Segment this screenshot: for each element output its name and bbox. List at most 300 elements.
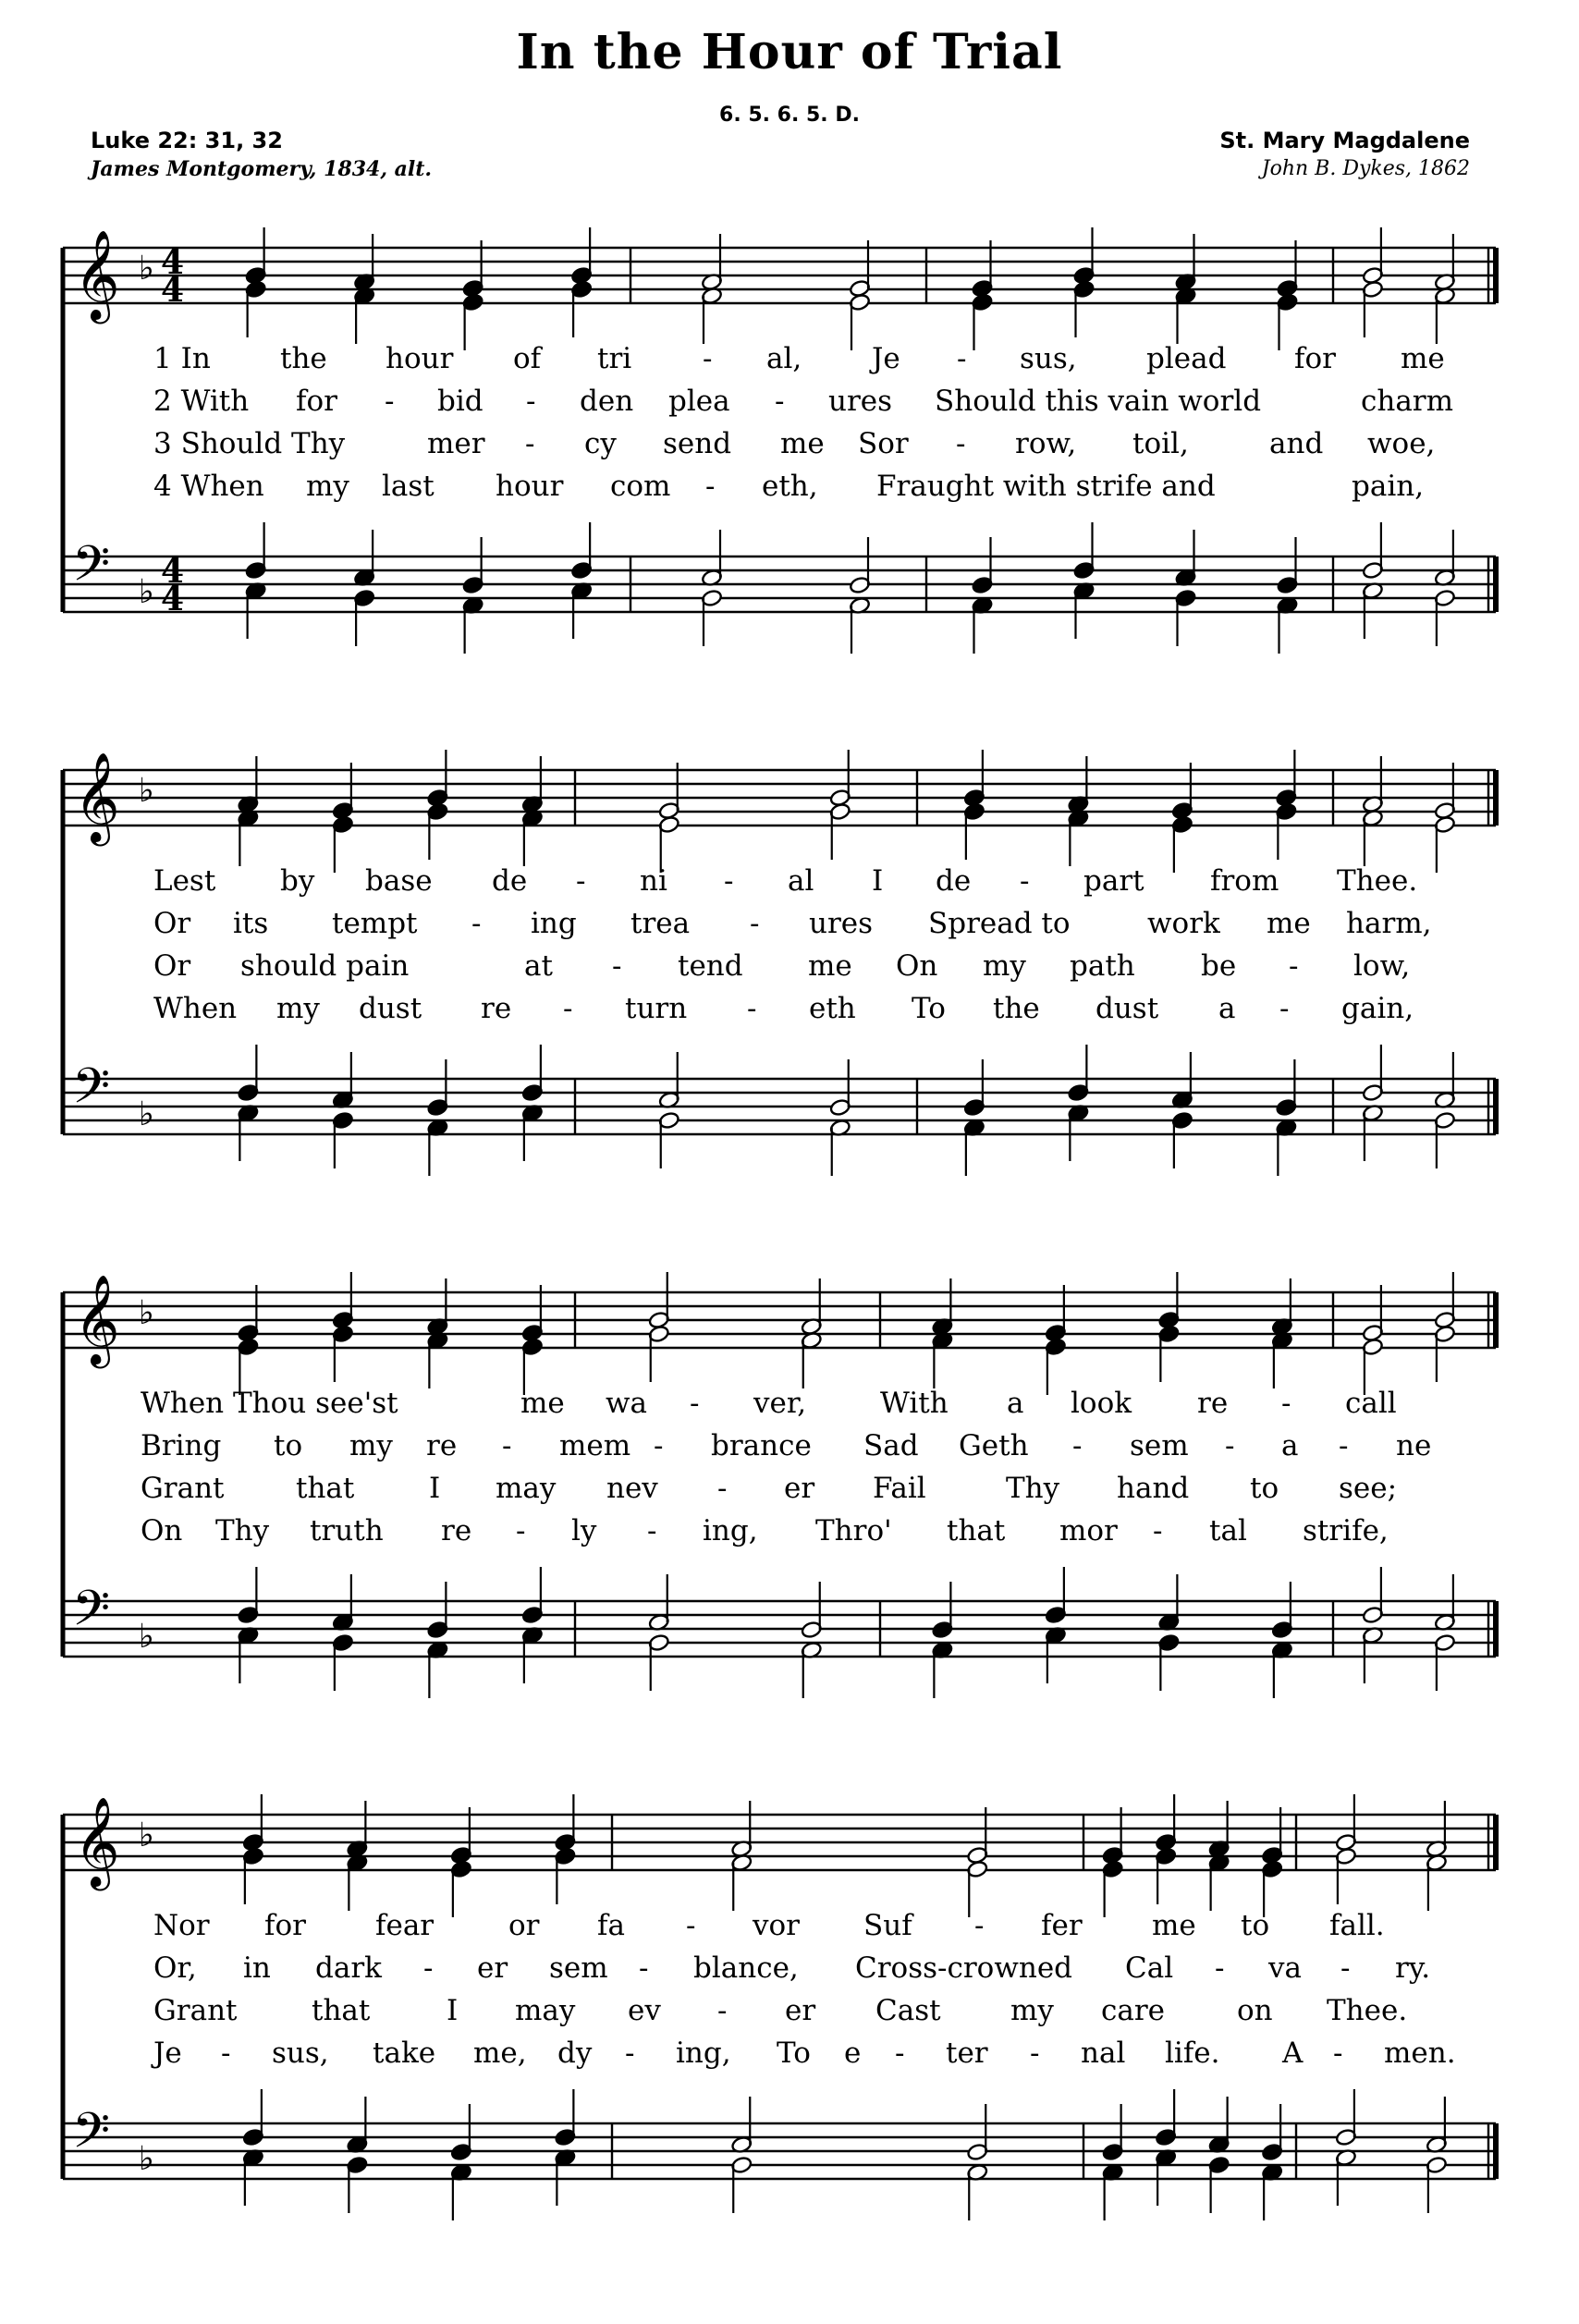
treble-note <box>932 1331 954 1388</box>
bass-note <box>1276 1059 1298 1117</box>
lyric-syllable: - <box>690 1387 700 1420</box>
bass-note <box>1175 530 1197 587</box>
lyric-syllable: Or <box>153 907 191 940</box>
treble-note <box>1434 763 1456 820</box>
lyric-syllable: - <box>705 470 716 503</box>
treble-note <box>555 1847 577 1904</box>
treble-note <box>963 802 985 860</box>
lyric-syllable: dust <box>1096 992 1159 1025</box>
bass-note <box>427 1641 449 1698</box>
bass-clef-icon: 𝄢 <box>72 2103 111 2171</box>
lyric-syllable: 4 When <box>153 470 264 503</box>
treble-note <box>1277 240 1299 298</box>
lyric-syllable: - <box>654 1429 664 1462</box>
treble-note <box>245 280 267 337</box>
verse-line-4 <box>141 1512 1546 1549</box>
bass-note <box>1271 1582 1293 1639</box>
bass-note <box>849 596 871 654</box>
lyric-syllable: Thee. <box>1337 864 1418 898</box>
lyric-syllable: - <box>1279 992 1290 1025</box>
lyric-syllable: Suf <box>863 1909 912 1942</box>
lyric-syllable: - <box>703 342 713 375</box>
bass-note <box>829 1119 851 1176</box>
bass-note <box>648 1633 670 1691</box>
bass-note <box>1362 1626 1384 1683</box>
lyric-syllable: - <box>1225 1429 1235 1462</box>
treble-note <box>1362 227 1384 285</box>
verse-line-2 <box>153 1950 1559 1987</box>
lyric-syllable: may <box>496 1472 557 1505</box>
lyric-syllable: to <box>1250 1472 1279 1505</box>
lyric-syllable: plead <box>1146 342 1227 375</box>
lyric-syllable: row, <box>1015 427 1077 460</box>
bass-note <box>1261 2104 1283 2161</box>
lyric-syllable: trea <box>630 907 691 940</box>
bass-note <box>1171 1052 1193 1109</box>
lyric-syllable: low, <box>1353 949 1411 983</box>
treble-note <box>1171 763 1193 820</box>
bass-note <box>238 1626 260 1683</box>
treble-note <box>1068 809 1090 866</box>
bass-note <box>427 1582 449 1639</box>
lyric-syllable: blance, <box>693 1951 799 1985</box>
lyric-syllable: mem <box>559 1429 631 1462</box>
lyric-syllable: to <box>1241 1909 1270 1942</box>
lyric-syllable: a <box>1218 992 1236 1025</box>
lyric-syllable: 2 With <box>153 385 250 418</box>
lyric-syllable: - <box>1281 1387 1291 1420</box>
lyric-syllable: ures <box>828 385 893 418</box>
bass-note <box>963 1059 985 1117</box>
lyric-syllable: harm, <box>1346 907 1432 940</box>
lyric-syllable: me, <box>473 2037 527 2070</box>
lyric-syllable: for <box>296 385 337 418</box>
bass-note <box>332 1052 354 1109</box>
bass-note <box>963 1119 985 1176</box>
bass-note <box>462 596 484 654</box>
verse-line-4 <box>153 468 1559 505</box>
bass-note <box>238 1567 260 1624</box>
treble-note <box>801 1331 823 1388</box>
lyric-syllable: ures <box>809 907 874 940</box>
hymn-title: In the Hour of Trial <box>516 24 1063 80</box>
meter-label: 6. 5. 6. 5. D. <box>719 104 860 127</box>
bass-time-signature-top: 4 <box>161 552 185 591</box>
flat-key-signature-icon: ♭ <box>139 2140 154 2178</box>
lyric-syllable: ing, <box>703 1514 758 1547</box>
treble-note <box>1155 1847 1177 1904</box>
lyric-syllable: by <box>280 864 315 898</box>
bass-clef-icon: 𝄢 <box>72 1581 111 1649</box>
treble-note <box>966 1807 988 1865</box>
lyric-syllable: that <box>296 1472 355 1505</box>
bass-note <box>1426 2097 1448 2154</box>
bass-note <box>332 1633 354 1691</box>
lyric-syllable: the <box>993 992 1040 1025</box>
bass-note <box>1434 1111 1456 1168</box>
lyric-syllable: cy <box>584 427 617 460</box>
bass-note <box>521 1104 544 1161</box>
bass-note <box>353 589 375 646</box>
lyric-syllable: re <box>441 1514 472 1547</box>
bass-note <box>555 2089 577 2147</box>
lyric-syllable: ing <box>531 907 577 940</box>
bass-note <box>521 1567 544 1624</box>
lyric-syllable: path <box>1070 949 1135 983</box>
lyric-syllable: turn <box>625 992 688 1025</box>
lyric-syllable: - <box>775 385 785 418</box>
bass-note <box>450 2104 472 2161</box>
lyric-syllable: hand <box>1117 1472 1190 1505</box>
treble-clef-icon: 𝄞 <box>74 752 120 842</box>
bass-note <box>972 596 994 654</box>
lyric-syllable: On <box>896 949 938 983</box>
lyric-syllable: er <box>477 1951 508 1985</box>
lyric-syllable: When Thou see'st <box>141 1387 398 1420</box>
bass-note <box>1045 1567 1067 1624</box>
lyric-syllable: care <box>1101 1994 1166 2027</box>
treble-note <box>1434 1325 1456 1382</box>
treble-note <box>570 280 593 337</box>
bass-note <box>555 2148 577 2206</box>
lyric-syllable: - <box>612 949 622 983</box>
lyric-syllable: send <box>663 427 732 460</box>
treble-clef-icon: 𝄞 <box>74 1274 120 1364</box>
bass-note <box>427 1059 449 1117</box>
lyric-syllable: sem <box>549 1951 608 1985</box>
lyric-syllable: ing, <box>676 2037 731 2070</box>
lyric-syllable: Grant <box>141 1472 225 1505</box>
treble-note <box>332 1272 354 1329</box>
bass-note <box>450 2163 472 2220</box>
lyric-syllable: de <box>936 864 972 898</box>
lyric-syllable: fall. <box>1329 1909 1385 1942</box>
treble-note <box>1276 802 1298 860</box>
lyric-syllable: fer <box>1041 1909 1083 1942</box>
treble-note <box>1362 280 1384 337</box>
lyric-syllable: - <box>717 1994 728 2027</box>
lyric-syllable: ver, <box>753 1387 807 1420</box>
lyric-syllable: Je <box>872 342 900 375</box>
treble-note <box>332 763 354 820</box>
bass-note <box>1155 2089 1177 2147</box>
lyric-syllable: my <box>276 992 320 1025</box>
lyric-syllable: den <box>580 385 634 418</box>
lyric-syllable: my <box>983 949 1026 983</box>
lyric-syllable: - <box>423 1951 434 1985</box>
treble-note <box>648 1325 670 1382</box>
bass-note <box>1158 1574 1181 1632</box>
bass-note <box>1102 2104 1124 2161</box>
bass-note <box>521 1045 544 1102</box>
treble-note <box>1335 1847 1357 1904</box>
lyric-syllable: Fail <box>873 1472 926 1505</box>
lyric-syllable: - <box>516 1514 526 1547</box>
treble-note <box>332 1325 354 1382</box>
lyric-syllable: - <box>525 427 535 460</box>
bass-note <box>353 530 375 587</box>
lyric-syllable: gain, <box>1341 992 1414 1025</box>
lyric-syllable: to <box>274 1429 303 1462</box>
lyric-syllable: charm <box>1361 385 1454 418</box>
bass-note <box>701 589 723 646</box>
bass-note <box>238 1045 260 1102</box>
treble-note <box>555 1794 577 1852</box>
lyric-syllable: re <box>1197 1387 1229 1420</box>
bass-note <box>242 2089 264 2147</box>
flat-key-signature-icon: ♭ <box>139 1294 154 1332</box>
lyric-syllable: I <box>429 1472 441 1505</box>
lyric-syllable: Cal <box>1125 1951 1174 1985</box>
bass-note <box>1102 2163 1124 2220</box>
lyric-syllable: part <box>1083 864 1144 898</box>
music-system-2 <box>57 744 1499 1225</box>
lyric-syllable: my <box>1010 1994 1054 2027</box>
bass-note <box>1434 530 1456 587</box>
composer: John B. Dykes, 1862 <box>1261 157 1470 180</box>
lyric-syllable: - <box>1339 1429 1349 1462</box>
lyric-syllable: Geth <box>959 1429 1029 1462</box>
lyric-syllable: Or <box>153 949 191 983</box>
lyric-syllable: strife, <box>1303 1514 1389 1547</box>
lyric-syllable: tal <box>1209 1514 1247 1547</box>
verse-line-1 <box>153 1907 1559 1944</box>
lyric-syllable: fa <box>597 1909 625 1942</box>
bass-note <box>1335 2089 1357 2147</box>
lyric-syllable: 1 In <box>153 342 211 375</box>
lyric-syllable: Should this vain world <box>935 385 1262 418</box>
lyric-syllable: er <box>785 1994 816 2027</box>
flat-key-signature-icon: ♭ <box>139 1618 154 1656</box>
treble-note <box>963 750 985 807</box>
treble-note <box>1045 1285 1067 1342</box>
bass-note <box>242 2148 264 2206</box>
bass-note <box>1155 2148 1177 2206</box>
bass-note <box>245 522 267 580</box>
treble-note <box>353 287 375 344</box>
bass-note <box>1277 596 1299 654</box>
lyric-syllable: - <box>647 1514 657 1547</box>
bass-note <box>972 537 994 594</box>
lyric-syllable: or <box>508 1909 540 1942</box>
treble-clef-icon: 𝄞 <box>74 229 120 320</box>
lyric-syllable: vor <box>753 1909 800 1942</box>
lyric-syllable: sus, <box>272 2037 329 2070</box>
lyric-syllable: dark <box>315 1951 382 1985</box>
treble-note <box>1362 809 1384 866</box>
treble-note <box>1158 1272 1181 1329</box>
lyric-syllable: - <box>956 427 966 460</box>
lyric-syllable: - <box>750 907 760 940</box>
lyric-syllable: ev <box>628 1994 661 2027</box>
lyric-syllable: from <box>1210 864 1279 898</box>
lyric-syllable: its <box>233 907 269 940</box>
lyric-syllable: that <box>312 1994 371 2027</box>
lyric-syllable: - <box>576 864 586 898</box>
lyric-syllable: brance <box>711 1429 812 1462</box>
verse-line-1 <box>153 340 1559 377</box>
lyric-syllable: a <box>1007 1387 1024 1420</box>
lyric-syllable: - <box>717 1472 728 1505</box>
treble-note <box>829 750 851 807</box>
bass-note <box>1158 1633 1181 1691</box>
treble-note <box>1158 1325 1181 1382</box>
lyric-syllable: re <box>481 992 512 1025</box>
bass-note <box>701 530 723 587</box>
bass-note <box>1073 522 1096 580</box>
bass-note <box>1362 522 1384 580</box>
lyric-syllable: of <box>513 342 542 375</box>
treble-note <box>521 1285 544 1342</box>
lyric-syllable: With <box>880 1387 949 1420</box>
lyric-syllable: A <box>1282 2037 1304 2070</box>
bass-note <box>1276 1119 1298 1176</box>
lyric-syllable: - <box>502 1429 512 1462</box>
flat-key-signature-icon: ♭ <box>139 1095 154 1133</box>
lyric-syllable: Thee. <box>1327 1994 1408 2027</box>
music-system-3 <box>57 1266 1499 1747</box>
bass-note <box>730 2156 753 2213</box>
lyric-syllable: my <box>306 470 349 503</box>
lyric-syllable: - <box>221 2037 231 2070</box>
lyric-syllable: de <box>492 864 528 898</box>
lyric-syllable: Thy <box>215 1514 270 1547</box>
treble-note <box>1434 1272 1456 1329</box>
treble-note <box>829 802 851 860</box>
lyric-syllable: tend <box>678 949 743 983</box>
treble-time-signature-top: 4 <box>161 243 185 282</box>
lyric-syllable: me <box>1401 342 1445 375</box>
lyric-syllable: wa <box>606 1387 648 1420</box>
scripture-reference: Luke 22: 31, 32 <box>91 128 283 153</box>
bass-note <box>658 1111 680 1168</box>
verse-line-2 <box>141 1427 1546 1464</box>
bass-note <box>1434 589 1456 646</box>
lyric-syllable: Cast <box>875 1994 941 2027</box>
lyric-syllable: for <box>1294 342 1336 375</box>
bass-note <box>829 1059 851 1117</box>
verse-line-4 <box>153 2035 1559 2072</box>
lyric-syllable: last <box>382 470 435 503</box>
treble-note <box>1073 227 1096 285</box>
bass-note <box>245 581 267 639</box>
lyric-syllable: - <box>526 385 536 418</box>
lyric-syllable: on <box>1237 1994 1273 2027</box>
bass-note <box>1271 1641 1293 1698</box>
lyric-syllable: tri <box>597 342 632 375</box>
staff-notation <box>57 222 1499 703</box>
lyric-syllable: com <box>610 470 671 503</box>
lyric-syllable: woe, <box>1367 427 1436 460</box>
lyric-syllable: base <box>365 864 433 898</box>
lyric-syllable: To <box>777 2037 811 2070</box>
lyric-syllable: ni <box>640 864 667 898</box>
bass-note <box>347 2097 369 2154</box>
lyric-syllable: and <box>1269 427 1324 460</box>
lyric-syllable: When <box>153 992 238 1025</box>
lyric-syllable: - <box>1333 2037 1343 2070</box>
flat-key-signature-icon: ♭ <box>139 772 154 810</box>
lyric-syllable: Sor <box>858 427 909 460</box>
lyric-syllable: at <box>524 949 553 983</box>
treble-note <box>521 809 544 866</box>
lyric-syllable: er <box>784 1472 815 1505</box>
lyric-syllable: dust <box>359 992 422 1025</box>
treble-note <box>427 802 449 860</box>
verse-line-4 <box>153 990 1559 1027</box>
treble-clef-icon: 𝄞 <box>74 1796 120 1887</box>
bass-note <box>1261 2163 1283 2220</box>
bass-note <box>1208 2156 1230 2213</box>
lyric-syllable: me <box>808 949 852 983</box>
treble-note <box>1335 1794 1357 1852</box>
treble-note <box>1155 1794 1177 1852</box>
bass-note <box>932 1641 954 1698</box>
lyric-syllable: be <box>1201 949 1237 983</box>
lyric-syllable: my <box>349 1429 393 1462</box>
lyric-syllable: va <box>1268 1951 1302 1985</box>
lyric-syllable: nev <box>606 1472 658 1505</box>
verse-line-2 <box>153 383 1559 420</box>
bass-note <box>1068 1104 1090 1161</box>
treble-note <box>849 240 871 298</box>
verse-line-3 <box>153 1992 1559 2029</box>
bass-note <box>1426 2156 1448 2213</box>
treble-note <box>1276 750 1298 807</box>
lyric-syllable: Thy <box>1006 1472 1060 1505</box>
treble-note <box>238 809 260 866</box>
treble-note <box>1261 1807 1283 1865</box>
lyric-syllable: Lest <box>153 864 216 898</box>
treble-note <box>1362 1285 1384 1342</box>
lyric-syllable: ly <box>571 1514 597 1547</box>
lyric-syllable: fear <box>375 1909 435 1942</box>
verse-line-3 <box>153 948 1559 985</box>
flat-key-signature-icon: ♭ <box>139 250 154 287</box>
lyric-syllable: I <box>447 1994 459 2027</box>
lyric-syllable: - <box>1215 1951 1225 1985</box>
treble-note <box>238 1285 260 1342</box>
lyric-syllable: a <box>1281 1429 1299 1462</box>
verse-line-1 <box>153 862 1559 899</box>
treble-note <box>462 240 484 298</box>
bass-note <box>932 1582 954 1639</box>
lyric-syllable: Fraught with strife and <box>876 470 1216 503</box>
lyric-syllable: toil, <box>1132 427 1189 460</box>
treble-note <box>450 1807 472 1865</box>
lyric-syllable: bid <box>437 385 483 418</box>
lyric-syllable: life. <box>1165 2037 1220 2070</box>
treble-note <box>242 1847 264 1904</box>
bass-note <box>570 522 593 580</box>
lyric-syllable: eth, <box>762 470 818 503</box>
lyric-syllable: men. <box>1384 2037 1456 2070</box>
staff-notation <box>57 1266 1499 1747</box>
treble-note <box>730 1853 753 1911</box>
treble-note <box>972 240 994 298</box>
bass-note <box>1171 1111 1193 1168</box>
lyric-syllable: eth <box>809 992 856 1025</box>
lyric-syllable: plea <box>668 385 730 418</box>
bass-note <box>1434 1633 1456 1691</box>
lyric-syllable: may <box>515 1994 576 2027</box>
lyric-syllable: al <box>788 864 814 898</box>
bass-clef-icon: 𝄢 <box>72 1058 111 1127</box>
lyric-syllable: the <box>280 342 327 375</box>
music-system-4 <box>57 1789 1499 2269</box>
staff-notation <box>57 1789 1499 2269</box>
lyric-syllable: mor <box>1059 1514 1118 1547</box>
